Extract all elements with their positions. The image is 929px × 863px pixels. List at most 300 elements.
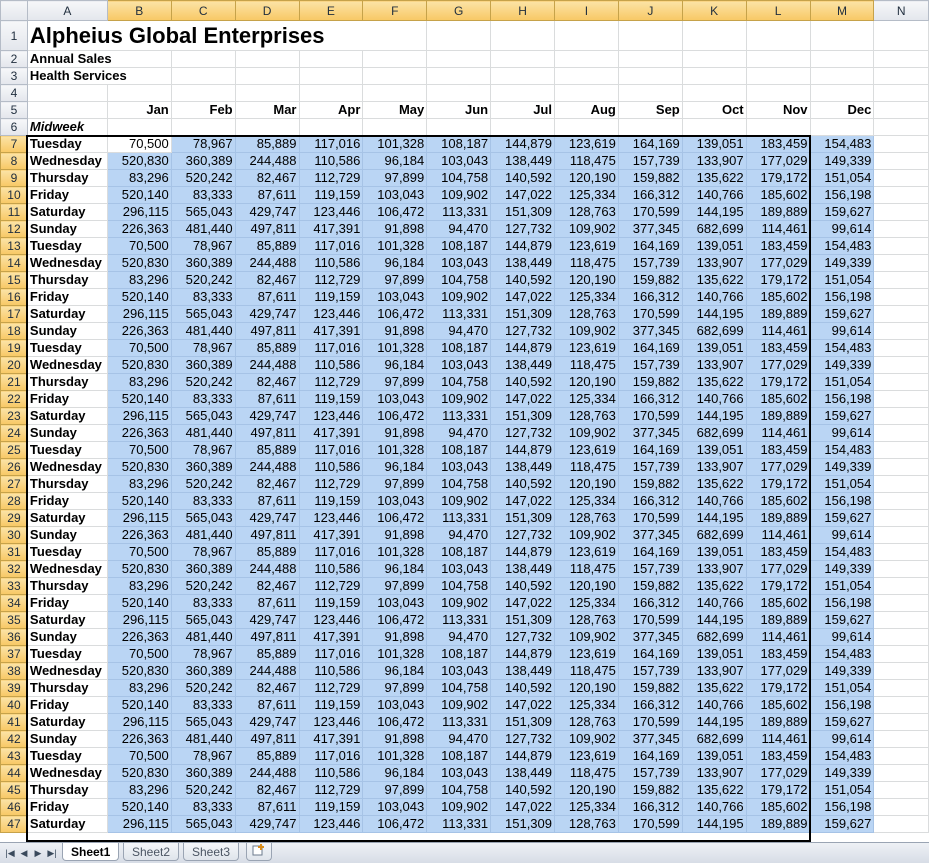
data-cell[interactable]: 360,389 (171, 663, 235, 680)
row-header-21[interactable]: 21 (1, 374, 28, 391)
data-cell[interactable]: 147,022 (491, 493, 555, 510)
section-label[interactable]: Midweek (27, 119, 107, 136)
data-cell[interactable]: 83,333 (171, 595, 235, 612)
day-label[interactable]: Friday (27, 391, 107, 408)
data-cell[interactable]: 520,140 (107, 187, 171, 204)
row-header-3[interactable]: 3 (1, 68, 28, 85)
cell-empty[interactable] (491, 21, 555, 51)
column-header-h[interactable]: H (491, 1, 555, 21)
data-cell[interactable]: 133,907 (682, 765, 746, 782)
data-cell[interactable]: 151,309 (491, 714, 555, 731)
row-header-12[interactable]: 12 (1, 221, 28, 238)
data-cell[interactable]: 103,043 (427, 459, 491, 476)
data-cell[interactable]: 189,889 (746, 204, 810, 221)
data-cell[interactable]: 83,296 (107, 374, 171, 391)
data-cell[interactable]: 83,296 (107, 476, 171, 493)
cell-empty[interactable] (874, 765, 929, 782)
cell-empty[interactable] (107, 119, 171, 136)
data-cell[interactable]: 151,054 (810, 782, 874, 799)
data-cell[interactable]: 83,296 (107, 170, 171, 187)
data-cell[interactable]: 82,467 (235, 782, 299, 799)
data-cell[interactable]: 565,043 (171, 510, 235, 527)
data-cell[interactable]: 140,592 (491, 476, 555, 493)
cell-empty[interactable] (235, 85, 299, 102)
data-cell[interactable]: 118,475 (555, 357, 619, 374)
data-cell[interactable]: 118,475 (555, 153, 619, 170)
row-header-18[interactable]: 18 (1, 323, 28, 340)
cell-empty[interactable] (874, 51, 929, 68)
data-cell[interactable]: 244,488 (235, 765, 299, 782)
data-cell[interactable]: 123,619 (555, 136, 619, 153)
data-cell[interactable]: 185,602 (746, 289, 810, 306)
data-cell[interactable]: 139,051 (682, 646, 746, 663)
data-cell[interactable]: 96,184 (363, 459, 427, 476)
data-cell[interactable]: 101,328 (363, 442, 427, 459)
data-cell[interactable]: 296,115 (107, 306, 171, 323)
row-header-17[interactable]: 17 (1, 306, 28, 323)
data-cell[interactable]: 108,187 (427, 442, 491, 459)
data-cell[interactable]: 109,902 (555, 527, 619, 544)
data-cell[interactable]: 156,198 (810, 595, 874, 612)
data-cell[interactable]: 70,500 (107, 544, 171, 561)
data-cell[interactable]: 113,331 (427, 408, 491, 425)
data-cell[interactable]: 83,333 (171, 493, 235, 510)
month-header-may[interactable]: May (363, 102, 427, 119)
row-header-16[interactable]: 16 (1, 289, 28, 306)
data-cell[interactable]: 101,328 (363, 340, 427, 357)
data-cell[interactable]: 151,309 (491, 612, 555, 629)
day-label[interactable]: Sunday (27, 323, 107, 340)
cell-empty[interactable] (491, 119, 555, 136)
data-cell[interactable]: 166,312 (618, 595, 682, 612)
data-cell[interactable]: 159,882 (618, 476, 682, 493)
data-cell[interactable]: 177,029 (746, 765, 810, 782)
data-cell[interactable]: 159,882 (618, 578, 682, 595)
data-cell[interactable]: 144,879 (491, 544, 555, 561)
data-cell[interactable]: 114,461 (746, 527, 810, 544)
cell-empty[interactable] (682, 119, 746, 136)
data-cell[interactable]: 112,729 (299, 578, 363, 595)
data-cell[interactable]: 140,592 (491, 578, 555, 595)
data-cell[interactable]: 520,830 (107, 663, 171, 680)
data-cell[interactable]: 106,472 (363, 816, 427, 833)
data-cell[interactable]: 83,333 (171, 697, 235, 714)
data-cell[interactable]: 179,172 (746, 578, 810, 595)
day-label[interactable]: Sunday (27, 527, 107, 544)
row-header-24[interactable]: 24 (1, 425, 28, 442)
sheet-subtitle-sales[interactable]: Annual Sales (27, 51, 171, 68)
row-header-32[interactable]: 32 (1, 561, 28, 578)
data-cell[interactable]: 110,586 (299, 663, 363, 680)
data-cell[interactable]: 185,602 (746, 697, 810, 714)
data-cell[interactable]: 97,899 (363, 680, 427, 697)
data-cell[interactable]: 189,889 (746, 612, 810, 629)
data-cell[interactable]: 170,599 (618, 612, 682, 629)
data-cell[interactable]: 103,043 (427, 765, 491, 782)
data-cell[interactable]: 151,054 (810, 374, 874, 391)
column-header-b[interactable]: B (107, 1, 171, 21)
cell-empty[interactable] (874, 85, 929, 102)
data-cell[interactable]: 481,440 (171, 425, 235, 442)
data-cell[interactable]: 96,184 (363, 765, 427, 782)
data-cell[interactable]: 87,611 (235, 187, 299, 204)
cell-empty[interactable] (427, 85, 491, 102)
row-header-47[interactable]: 47 (1, 816, 28, 833)
data-cell[interactable]: 144,195 (682, 816, 746, 833)
data-cell[interactable]: 360,389 (171, 153, 235, 170)
day-label[interactable]: Tuesday (27, 442, 107, 459)
cell-empty[interactable] (618, 119, 682, 136)
data-cell[interactable]: 189,889 (746, 408, 810, 425)
data-cell[interactable]: 87,611 (235, 595, 299, 612)
row-header-44[interactable]: 44 (1, 765, 28, 782)
data-cell[interactable]: 117,016 (299, 646, 363, 663)
data-cell[interactable]: 123,446 (299, 612, 363, 629)
row-header-31[interactable]: 31 (1, 544, 28, 561)
data-cell[interactable]: 429,747 (235, 612, 299, 629)
data-cell[interactable]: 106,472 (363, 306, 427, 323)
data-cell[interactable]: 119,159 (299, 697, 363, 714)
data-cell[interactable]: 189,889 (746, 714, 810, 731)
data-cell[interactable]: 123,619 (555, 442, 619, 459)
data-cell[interactable]: 82,467 (235, 170, 299, 187)
data-cell[interactable]: 118,475 (555, 459, 619, 476)
data-cell[interactable]: 226,363 (107, 629, 171, 646)
data-cell[interactable]: 83,296 (107, 272, 171, 289)
data-cell[interactable]: 244,488 (235, 255, 299, 272)
data-cell[interactable]: 99,614 (810, 731, 874, 748)
data-cell[interactable]: 118,475 (555, 561, 619, 578)
data-cell[interactable]: 85,889 (235, 748, 299, 765)
cell-empty[interactable] (874, 238, 929, 255)
data-cell[interactable]: 377,345 (618, 527, 682, 544)
data-cell[interactable]: 109,902 (427, 595, 491, 612)
row-header-28[interactable]: 28 (1, 493, 28, 510)
data-cell[interactable]: 226,363 (107, 323, 171, 340)
data-cell[interactable]: 179,172 (746, 680, 810, 697)
data-cell[interactable]: 78,967 (171, 544, 235, 561)
data-cell[interactable]: 97,899 (363, 782, 427, 799)
data-cell[interactable]: 103,043 (427, 153, 491, 170)
data-cell[interactable]: 156,198 (810, 493, 874, 510)
data-cell[interactable]: 127,732 (491, 221, 555, 238)
cell-empty[interactable] (874, 119, 929, 136)
data-cell[interactable]: 103,043 (363, 595, 427, 612)
day-label[interactable]: Tuesday (27, 340, 107, 357)
data-cell[interactable]: 104,758 (427, 578, 491, 595)
data-cell[interactable]: 128,763 (555, 714, 619, 731)
data-cell[interactable]: 147,022 (491, 187, 555, 204)
data-cell[interactable]: 417,391 (299, 527, 363, 544)
cell-empty[interactable] (874, 816, 929, 833)
cell-empty[interactable] (171, 51, 235, 68)
data-cell[interactable]: 110,586 (299, 255, 363, 272)
data-cell[interactable]: 164,169 (618, 238, 682, 255)
row-header-35[interactable]: 35 (1, 612, 28, 629)
data-cell[interactable]: 83,296 (107, 680, 171, 697)
month-header-apr[interactable]: Apr (299, 102, 363, 119)
cell-empty[interactable] (555, 119, 619, 136)
data-cell[interactable]: 481,440 (171, 221, 235, 238)
data-cell[interactable]: 164,169 (618, 646, 682, 663)
day-label[interactable]: Sunday (27, 425, 107, 442)
column-header-e[interactable]: E (299, 1, 363, 21)
cell-empty[interactable] (555, 51, 619, 68)
data-cell[interactable]: 481,440 (171, 527, 235, 544)
data-cell[interactable]: 520,140 (107, 289, 171, 306)
day-label[interactable]: Friday (27, 289, 107, 306)
data-cell[interactable]: 119,159 (299, 799, 363, 816)
cell-empty[interactable] (427, 68, 491, 85)
data-cell[interactable]: 118,475 (555, 663, 619, 680)
data-cell[interactable]: 106,472 (363, 714, 427, 731)
cell-empty[interactable] (874, 153, 929, 170)
data-cell[interactable]: 97,899 (363, 476, 427, 493)
data-cell[interactable]: 120,190 (555, 680, 619, 697)
day-label[interactable]: Wednesday (27, 153, 107, 170)
data-cell[interactable]: 125,334 (555, 391, 619, 408)
cell-empty[interactable] (874, 425, 929, 442)
cell-empty[interactable] (427, 21, 491, 51)
data-cell[interactable]: 123,619 (555, 238, 619, 255)
data-cell[interactable]: 103,043 (427, 561, 491, 578)
data-cell[interactable]: 565,043 (171, 204, 235, 221)
data-cell[interactable]: 108,187 (427, 748, 491, 765)
data-cell[interactable]: 135,622 (682, 476, 746, 493)
data-cell[interactable]: 114,461 (746, 731, 810, 748)
cell-empty[interactable] (555, 85, 619, 102)
cell-empty[interactable] (874, 136, 929, 153)
data-cell[interactable]: 151,309 (491, 816, 555, 833)
cell-empty[interactable] (810, 51, 874, 68)
data-cell[interactable]: 226,363 (107, 425, 171, 442)
cell-empty[interactable] (874, 782, 929, 799)
cell-empty[interactable] (874, 680, 929, 697)
active-cell[interactable]: 70,500 (107, 136, 171, 153)
day-label[interactable]: Thursday (27, 170, 107, 187)
data-cell[interactable]: 481,440 (171, 629, 235, 646)
data-cell[interactable]: 497,811 (235, 527, 299, 544)
month-header-jul[interactable]: Jul (491, 102, 555, 119)
select-all-corner[interactable] (1, 1, 28, 21)
cell-empty[interactable] (171, 119, 235, 136)
row-header-43[interactable]: 43 (1, 748, 28, 765)
cell-empty[interactable] (107, 85, 171, 102)
data-cell[interactable]: 156,198 (810, 697, 874, 714)
day-label[interactable]: Saturday (27, 612, 107, 629)
day-label[interactable]: Saturday (27, 204, 107, 221)
data-cell[interactable]: 520,140 (107, 493, 171, 510)
data-cell[interactable]: 138,449 (491, 765, 555, 782)
data-cell[interactable]: 109,902 (555, 221, 619, 238)
data-cell[interactable]: 133,907 (682, 459, 746, 476)
data-cell[interactable]: 123,619 (555, 646, 619, 663)
cell-empty[interactable] (874, 731, 929, 748)
data-cell[interactable]: 123,446 (299, 816, 363, 833)
cell-empty[interactable] (874, 561, 929, 578)
cell-empty[interactable] (874, 357, 929, 374)
data-cell[interactable]: 565,043 (171, 714, 235, 731)
data-cell[interactable]: 179,172 (746, 170, 810, 187)
data-cell[interactable]: 144,195 (682, 408, 746, 425)
data-cell[interactable]: 170,599 (618, 510, 682, 527)
row-header-13[interactable]: 13 (1, 238, 28, 255)
data-cell[interactable]: 429,747 (235, 714, 299, 731)
data-cell[interactable]: 103,043 (427, 255, 491, 272)
data-cell[interactable]: 520,830 (107, 153, 171, 170)
cell-empty[interactable] (874, 221, 929, 238)
cell-empty[interactable] (874, 476, 929, 493)
cell-empty[interactable] (299, 51, 363, 68)
row-header-7[interactable]: 7 (1, 136, 28, 153)
day-label[interactable]: Sunday (27, 731, 107, 748)
column-header-c[interactable]: C (171, 1, 235, 21)
cell-empty[interactable] (874, 629, 929, 646)
cell-empty[interactable] (874, 204, 929, 221)
data-cell[interactable]: 110,586 (299, 765, 363, 782)
data-cell[interactable]: 159,627 (810, 408, 874, 425)
data-cell[interactable]: 91,898 (363, 425, 427, 442)
cell-empty[interactable] (555, 68, 619, 85)
data-cell[interactable]: 85,889 (235, 544, 299, 561)
cell-empty[interactable] (874, 714, 929, 731)
data-cell[interactable]: 70,500 (107, 442, 171, 459)
data-cell[interactable]: 144,195 (682, 612, 746, 629)
data-cell[interactable]: 296,115 (107, 816, 171, 833)
cell-empty[interactable] (874, 493, 929, 510)
column-header-f[interactable]: F (363, 1, 427, 21)
data-cell[interactable]: 78,967 (171, 748, 235, 765)
sheet-title[interactable]: Alpheius Global Enterprises (27, 21, 426, 51)
data-cell[interactable]: 83,333 (171, 391, 235, 408)
row-header-6[interactable]: 6 (1, 119, 28, 136)
data-cell[interactable]: 360,389 (171, 459, 235, 476)
cell-empty[interactable] (746, 21, 810, 51)
data-cell[interactable]: 166,312 (618, 187, 682, 204)
data-cell[interactable]: 179,172 (746, 272, 810, 289)
data-cell[interactable]: 110,586 (299, 153, 363, 170)
data-cell[interactable]: 78,967 (171, 136, 235, 153)
data-cell[interactable]: 106,472 (363, 204, 427, 221)
data-cell[interactable]: 140,766 (682, 799, 746, 816)
data-cell[interactable]: 140,592 (491, 680, 555, 697)
data-cell[interactable]: 147,022 (491, 799, 555, 816)
data-cell[interactable]: 166,312 (618, 799, 682, 816)
cell-empty[interactable] (618, 85, 682, 102)
data-cell[interactable]: 109,902 (427, 187, 491, 204)
data-cell[interactable]: 147,022 (491, 595, 555, 612)
data-cell[interactable]: 189,889 (746, 816, 810, 833)
data-cell[interactable]: 159,882 (618, 374, 682, 391)
cell-empty[interactable] (874, 170, 929, 187)
data-cell[interactable]: 108,187 (427, 544, 491, 561)
data-cell[interactable]: 170,599 (618, 204, 682, 221)
day-label[interactable]: Wednesday (27, 459, 107, 476)
data-cell[interactable]: 154,483 (810, 646, 874, 663)
data-cell[interactable]: 109,902 (427, 799, 491, 816)
row-header-14[interactable]: 14 (1, 255, 28, 272)
month-header-sep[interactable]: Sep (618, 102, 682, 119)
data-cell[interactable]: 117,016 (299, 340, 363, 357)
data-cell[interactable]: 97,899 (363, 272, 427, 289)
data-cell[interactable]: 78,967 (171, 646, 235, 663)
data-cell[interactable]: 99,614 (810, 527, 874, 544)
data-cell[interactable]: 117,016 (299, 136, 363, 153)
data-cell[interactable]: 125,334 (555, 697, 619, 714)
data-cell[interactable]: 149,339 (810, 765, 874, 782)
data-cell[interactable]: 520,140 (107, 697, 171, 714)
data-cell[interactable]: 109,902 (555, 731, 619, 748)
data-cell[interactable]: 114,461 (746, 425, 810, 442)
data-cell[interactable]: 91,898 (363, 731, 427, 748)
column-header-j[interactable]: J (618, 1, 682, 21)
data-cell[interactable]: 682,699 (682, 629, 746, 646)
data-cell[interactable]: 117,016 (299, 442, 363, 459)
data-cell[interactable]: 123,619 (555, 544, 619, 561)
cell-empty[interactable] (874, 408, 929, 425)
row-header-33[interactable]: 33 (1, 578, 28, 595)
data-cell[interactable]: 682,699 (682, 221, 746, 238)
data-cell[interactable]: 151,309 (491, 204, 555, 221)
data-cell[interactable]: 296,115 (107, 612, 171, 629)
cell-empty[interactable] (682, 21, 746, 51)
cell-empty[interactable] (618, 21, 682, 51)
data-cell[interactable]: 166,312 (618, 391, 682, 408)
data-cell[interactable]: 94,470 (427, 323, 491, 340)
data-cell[interactable]: 144,879 (491, 238, 555, 255)
data-cell[interactable]: 135,622 (682, 782, 746, 799)
data-cell[interactable]: 101,328 (363, 544, 427, 561)
data-cell[interactable]: 170,599 (618, 408, 682, 425)
day-label[interactable]: Saturday (27, 408, 107, 425)
data-cell[interactable]: 481,440 (171, 323, 235, 340)
data-cell[interactable]: 85,889 (235, 442, 299, 459)
data-cell[interactable]: 565,043 (171, 306, 235, 323)
data-cell[interactable]: 565,043 (171, 612, 235, 629)
cell-empty[interactable] (810, 68, 874, 85)
data-cell[interactable]: 87,611 (235, 391, 299, 408)
cell-empty[interactable] (874, 578, 929, 595)
month-header-jan[interactable]: Jan (107, 102, 171, 119)
day-label[interactable]: Tuesday (27, 238, 107, 255)
data-cell[interactable]: 144,195 (682, 714, 746, 731)
cell-empty[interactable] (874, 289, 929, 306)
day-label[interactable]: Tuesday (27, 748, 107, 765)
data-cell[interactable]: 244,488 (235, 459, 299, 476)
data-cell[interactable]: 109,902 (427, 697, 491, 714)
cell-empty[interactable] (171, 85, 235, 102)
row-header-10[interactable]: 10 (1, 187, 28, 204)
data-cell[interactable]: 156,198 (810, 187, 874, 204)
data-cell[interactable]: 123,446 (299, 408, 363, 425)
data-cell[interactable]: 104,758 (427, 782, 491, 799)
data-cell[interactable]: 151,054 (810, 170, 874, 187)
column-header-n[interactable]: N (874, 1, 929, 21)
data-cell[interactable]: 133,907 (682, 255, 746, 272)
data-cell[interactable]: 87,611 (235, 799, 299, 816)
data-cell[interactable]: 109,902 (427, 391, 491, 408)
data-cell[interactable]: 119,159 (299, 289, 363, 306)
cell-empty[interactable] (874, 340, 929, 357)
data-cell[interactable]: 99,614 (810, 629, 874, 646)
data-cell[interactable]: 128,763 (555, 612, 619, 629)
data-cell[interactable]: 360,389 (171, 357, 235, 374)
cell-empty[interactable] (874, 21, 929, 51)
data-cell[interactable]: 117,016 (299, 544, 363, 561)
data-cell[interactable]: 109,902 (555, 323, 619, 340)
data-cell[interactable]: 140,592 (491, 782, 555, 799)
data-cell[interactable]: 520,830 (107, 765, 171, 782)
